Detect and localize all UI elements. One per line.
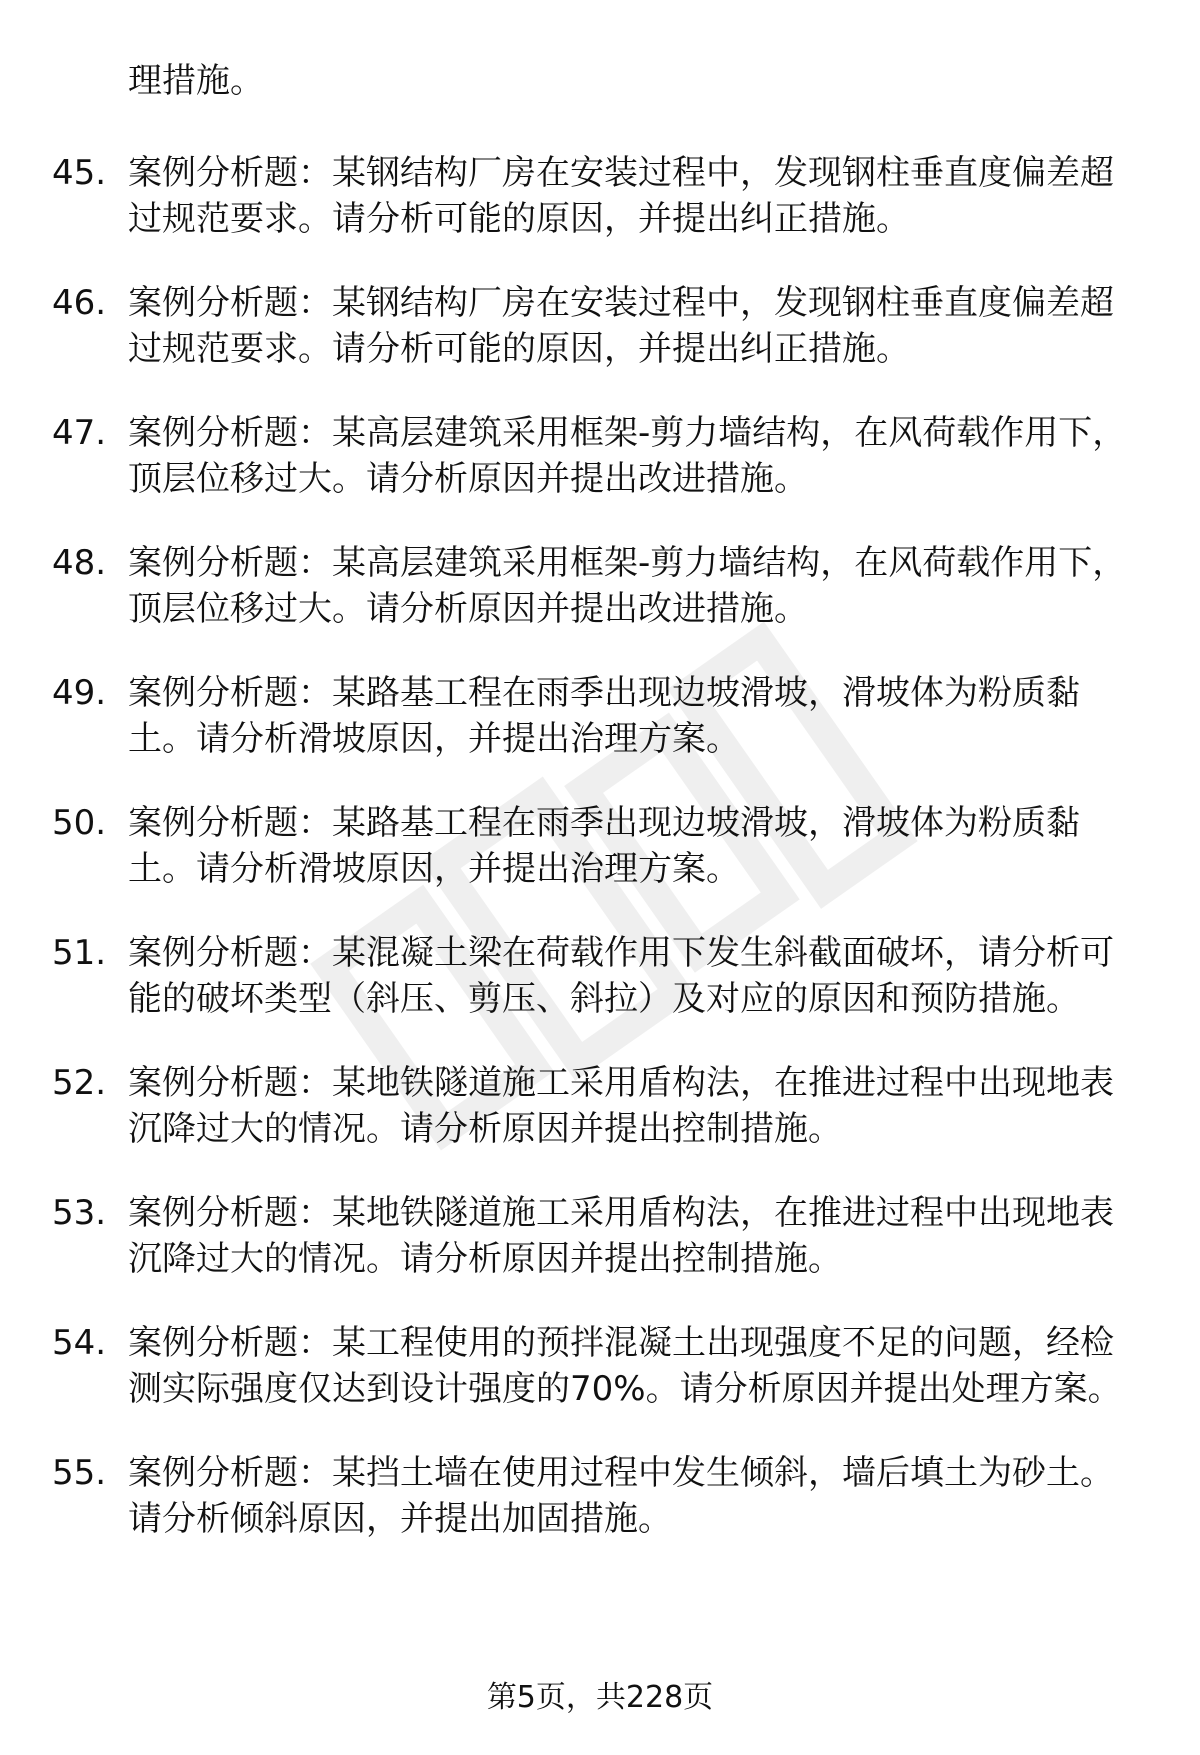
question-text: 案例分析题：某高层建筑采用框架-剪力墙结构，在风荷载作用下，顶层位移过大。请分析原因并提出改进措施。 [128, 543, 1127, 629]
continuation-text: 理措施。 [128, 61, 264, 101]
question-number: 49. [52, 673, 107, 713]
question-text: 案例分析题：某工程使用的预拌混凝土出现强度不足的问题，经检测实际强度仅达到设计强度的70%。请分析原因并提出处理方案。 [128, 1323, 1122, 1409]
page-footer: 第5页，共228页 [486, 1680, 714, 1715]
question-text: 案例分析题：某路基工程在雨季出现边坡滑坡，滑坡体为粉质黏土。请分析滑坡原因，并提出治理方案。 [128, 673, 1080, 759]
question-text: 案例分析题：某地铁隧道施工采用盾构法，在推进过程中出现地表沉降过大的情况。请分析原因并提出控制措施。 [128, 1063, 1114, 1149]
question-item [0, 930, 1200, 1022]
question-text: 案例分析题：某钢结构厂房在安装过程中，发现钢柱垂直度偏差超过规范要求。请分析可能的原因，并提出纠正措施。 [128, 153, 1114, 239]
question-number: 55. [52, 1453, 107, 1493]
question-item [0, 1450, 1200, 1542]
question-number: 54. [52, 1323, 107, 1363]
question-item [0, 540, 1200, 632]
question-item [0, 410, 1200, 502]
question-number: 47. [52, 413, 107, 453]
question-number: 48. [52, 543, 107, 583]
question-number: 50. [52, 803, 107, 843]
question-number: 53. [52, 1193, 107, 1233]
question-item [0, 150, 1200, 242]
question-text: 案例分析题：某高层建筑采用框架-剪力墙结构，在风荷载作用下，顶层位移过大。请分析原因并提出改进措施。 [128, 413, 1127, 499]
question-number: 45. [52, 153, 107, 193]
question-list [0, 150, 1200, 1580]
question-text: 案例分析题：某挡土墙在使用过程中发生倾斜，墙后填土为砂土。请分析倾斜原因，并提出加固措施。 [128, 1453, 1114, 1539]
question-item [0, 670, 1200, 762]
question-item [0, 1060, 1200, 1152]
question-item [0, 800, 1200, 892]
question-number: 52. [52, 1063, 107, 1103]
question-item [0, 1190, 1200, 1282]
question-text: 案例分析题：某路基工程在雨季出现边坡滑坡，滑坡体为粉质黏土。请分析滑坡原因，并提出治理方案。 [128, 803, 1080, 889]
question-text: 案例分析题：某混凝土梁在荷载作用下发生斜截面破坏，请分析可能的破坏类型（斜压、剪压、斜拉）及对应的原因和预防措施。 [128, 933, 1114, 1019]
question-item [0, 1320, 1200, 1412]
question-number: 51. [52, 933, 107, 973]
question-text: 案例分析题：某钢结构厂房在安装过程中，发现钢柱垂直度偏差超过规范要求。请分析可能的原因，并提出纠正措施。 [128, 283, 1114, 369]
question-item [0, 280, 1200, 372]
question-text: 案例分析题：某地铁隧道施工采用盾构法，在推进过程中出现地表沉降过大的情况。请分析原因并提出控制措施。 [128, 1193, 1114, 1279]
question-number: 46. [52, 283, 107, 323]
